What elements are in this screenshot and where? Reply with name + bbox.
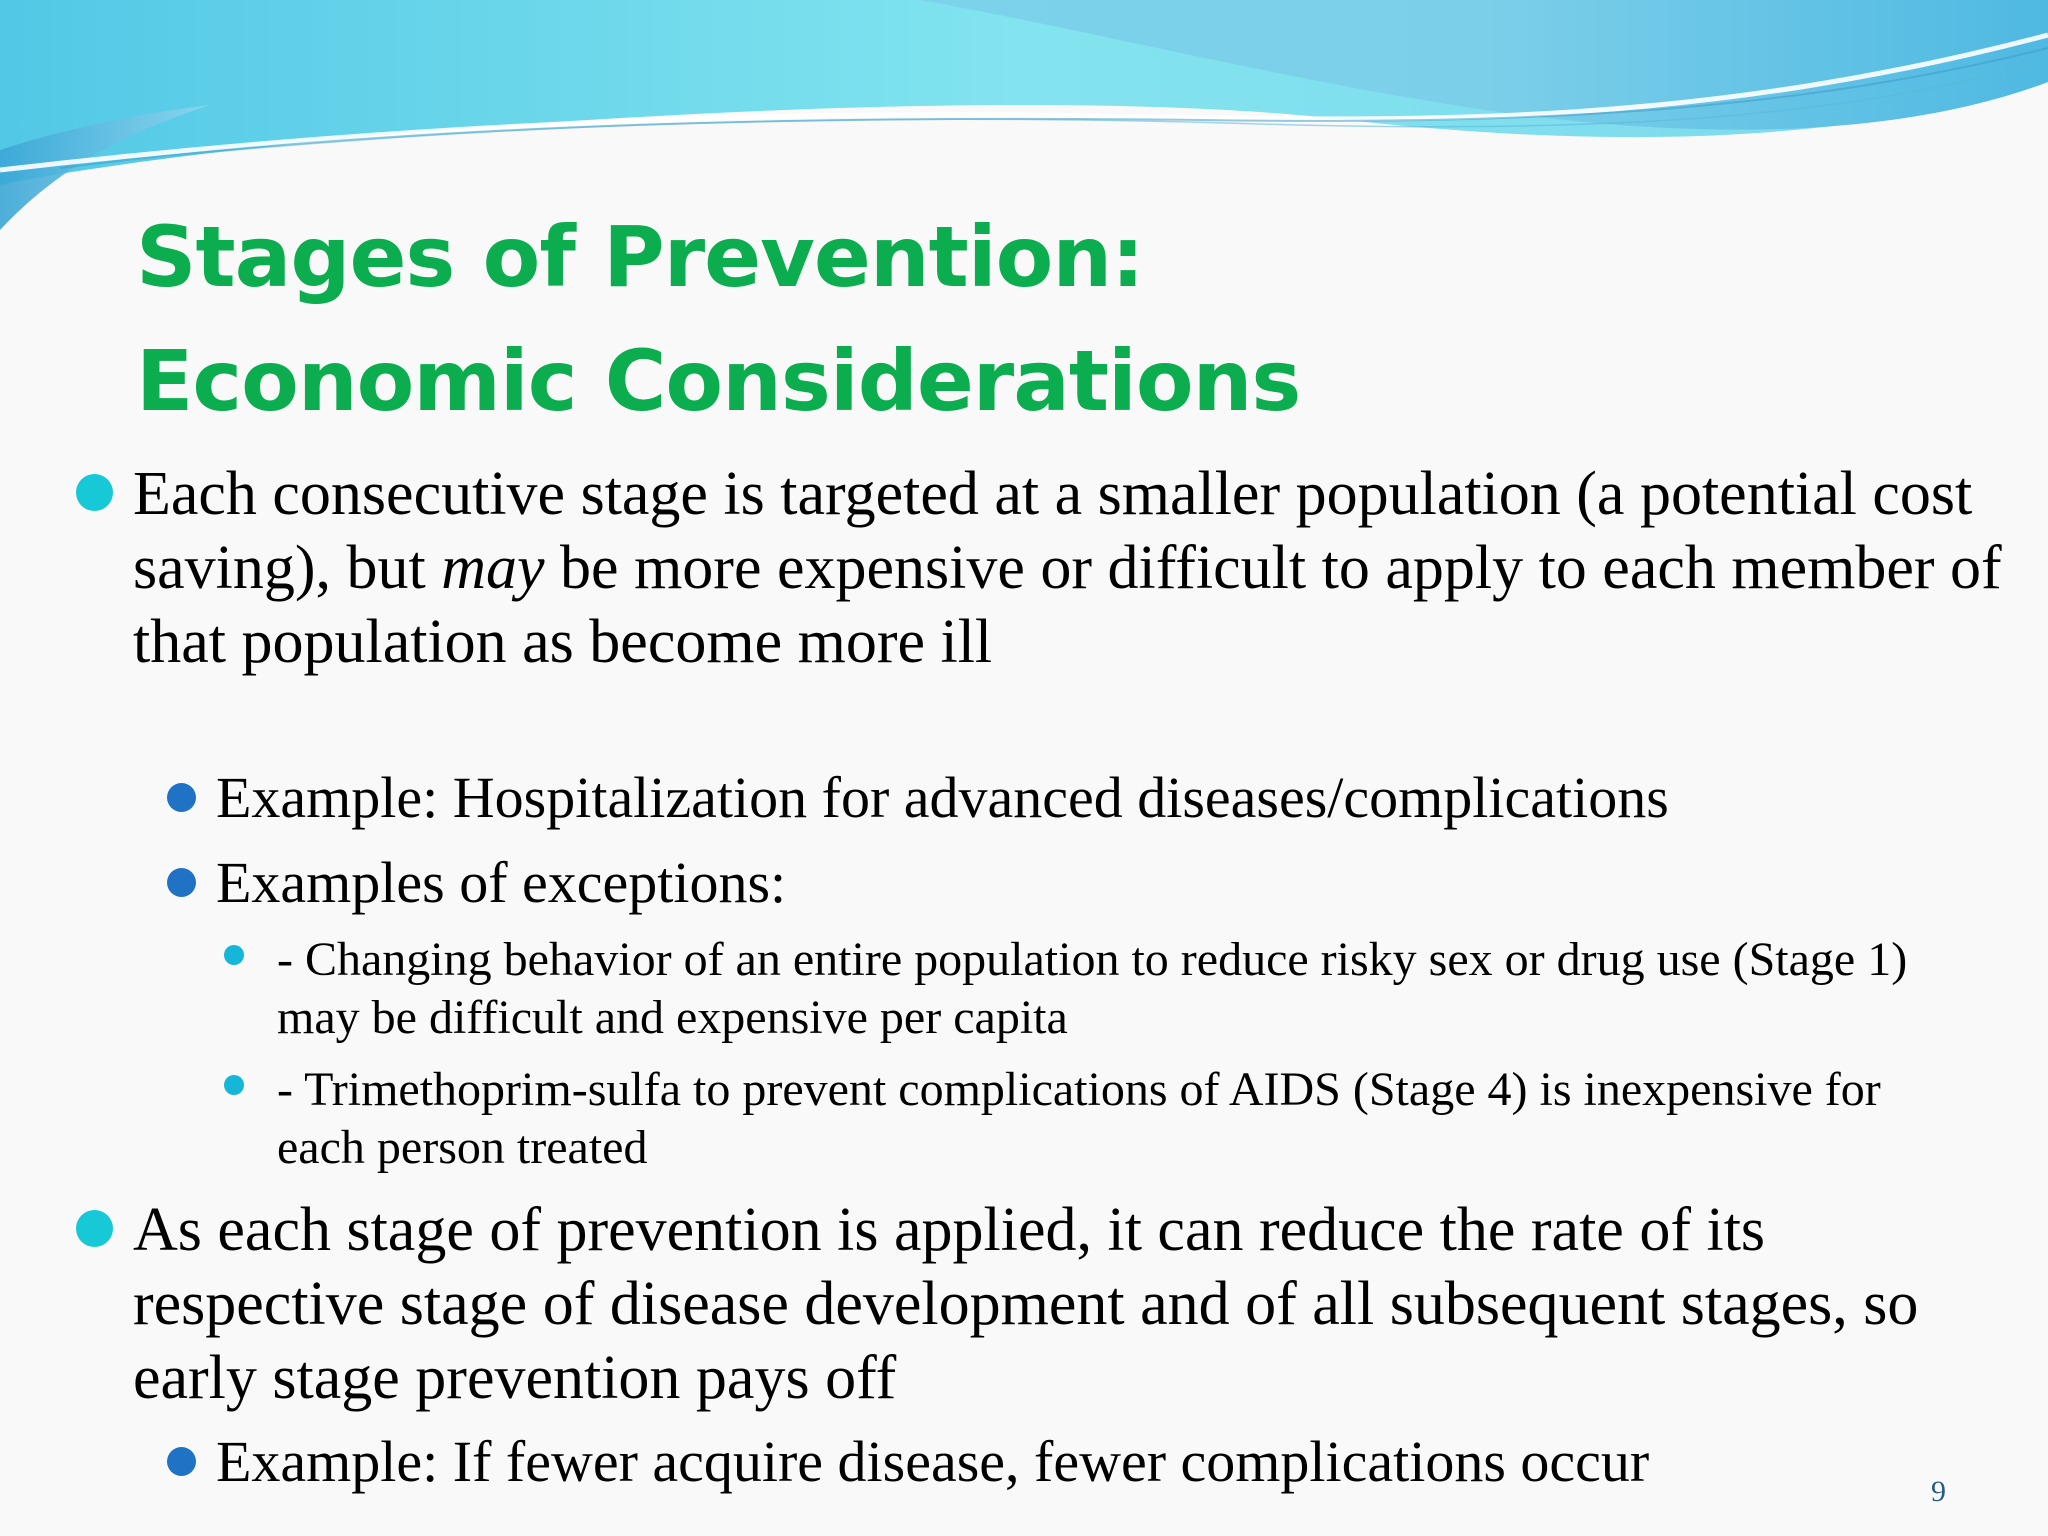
page-number: 9 (1931, 1475, 1946, 1508)
subsubbullet-item-trimethoprim (277, 1061, 1977, 1177)
bullet-text-part: Each consecutive stage is targeted at a smaller population (a potential cost saving), but (133, 460, 1973, 602)
subbullet-text: Examples of exceptions: (216, 850, 787, 915)
subsubbullet-item-behavior (277, 931, 1977, 1047)
bullet-item-early-prevention (133, 1193, 2013, 1415)
bullet-text-part: be more expensive or difficult to apply to each member of that population as become more ill (133, 534, 2002, 676)
subbullet-dot-icon (167, 1447, 196, 1476)
subbullet-text: Example: Hospitalization for advanced diseases/complications (216, 765, 1669, 830)
subsubbullet-text: - Changing behavior of an entire population to reduce risky sex or drug use (Stage 1) may be difficult and expensive per capita (277, 933, 1908, 1044)
bullet-dot-icon (76, 1210, 113, 1247)
subbullet-dot-icon (167, 783, 196, 812)
subsubbullet-dot-icon (224, 1075, 244, 1095)
subbullet-text: Example: If fewer acquire disease, fewer complications occur (216, 1429, 1650, 1494)
subbullet-item-fewer-complications (216, 1427, 1996, 1497)
subbullet-item-hospitalization (216, 763, 1996, 833)
subsubbullet-dot-icon (224, 945, 244, 965)
subbullet-dot-icon (167, 868, 196, 897)
slide-title-line-1: Stages of Prevention: (136, 208, 1144, 306)
subsubbullet-text: - Trimethoprim-sulfa to prevent complications of AIDS (Stage 4) is inexpensive for each person treated (277, 1063, 1881, 1174)
bullet-dot-icon (76, 474, 113, 511)
bullet-emphasis: may (441, 534, 545, 602)
slide-title-line-2: Economic Considerations (136, 332, 1301, 430)
bullet-item-cost-saving (133, 457, 2013, 679)
bullet-text: As each stage of prevention is applied, it can reduce the rate of its respective stage of disease development and of all subsequent stages, so early stage prevention pays off (133, 1196, 1919, 1412)
subbullet-item-exceptions (216, 848, 1996, 918)
slide-title (136, 195, 1300, 443)
